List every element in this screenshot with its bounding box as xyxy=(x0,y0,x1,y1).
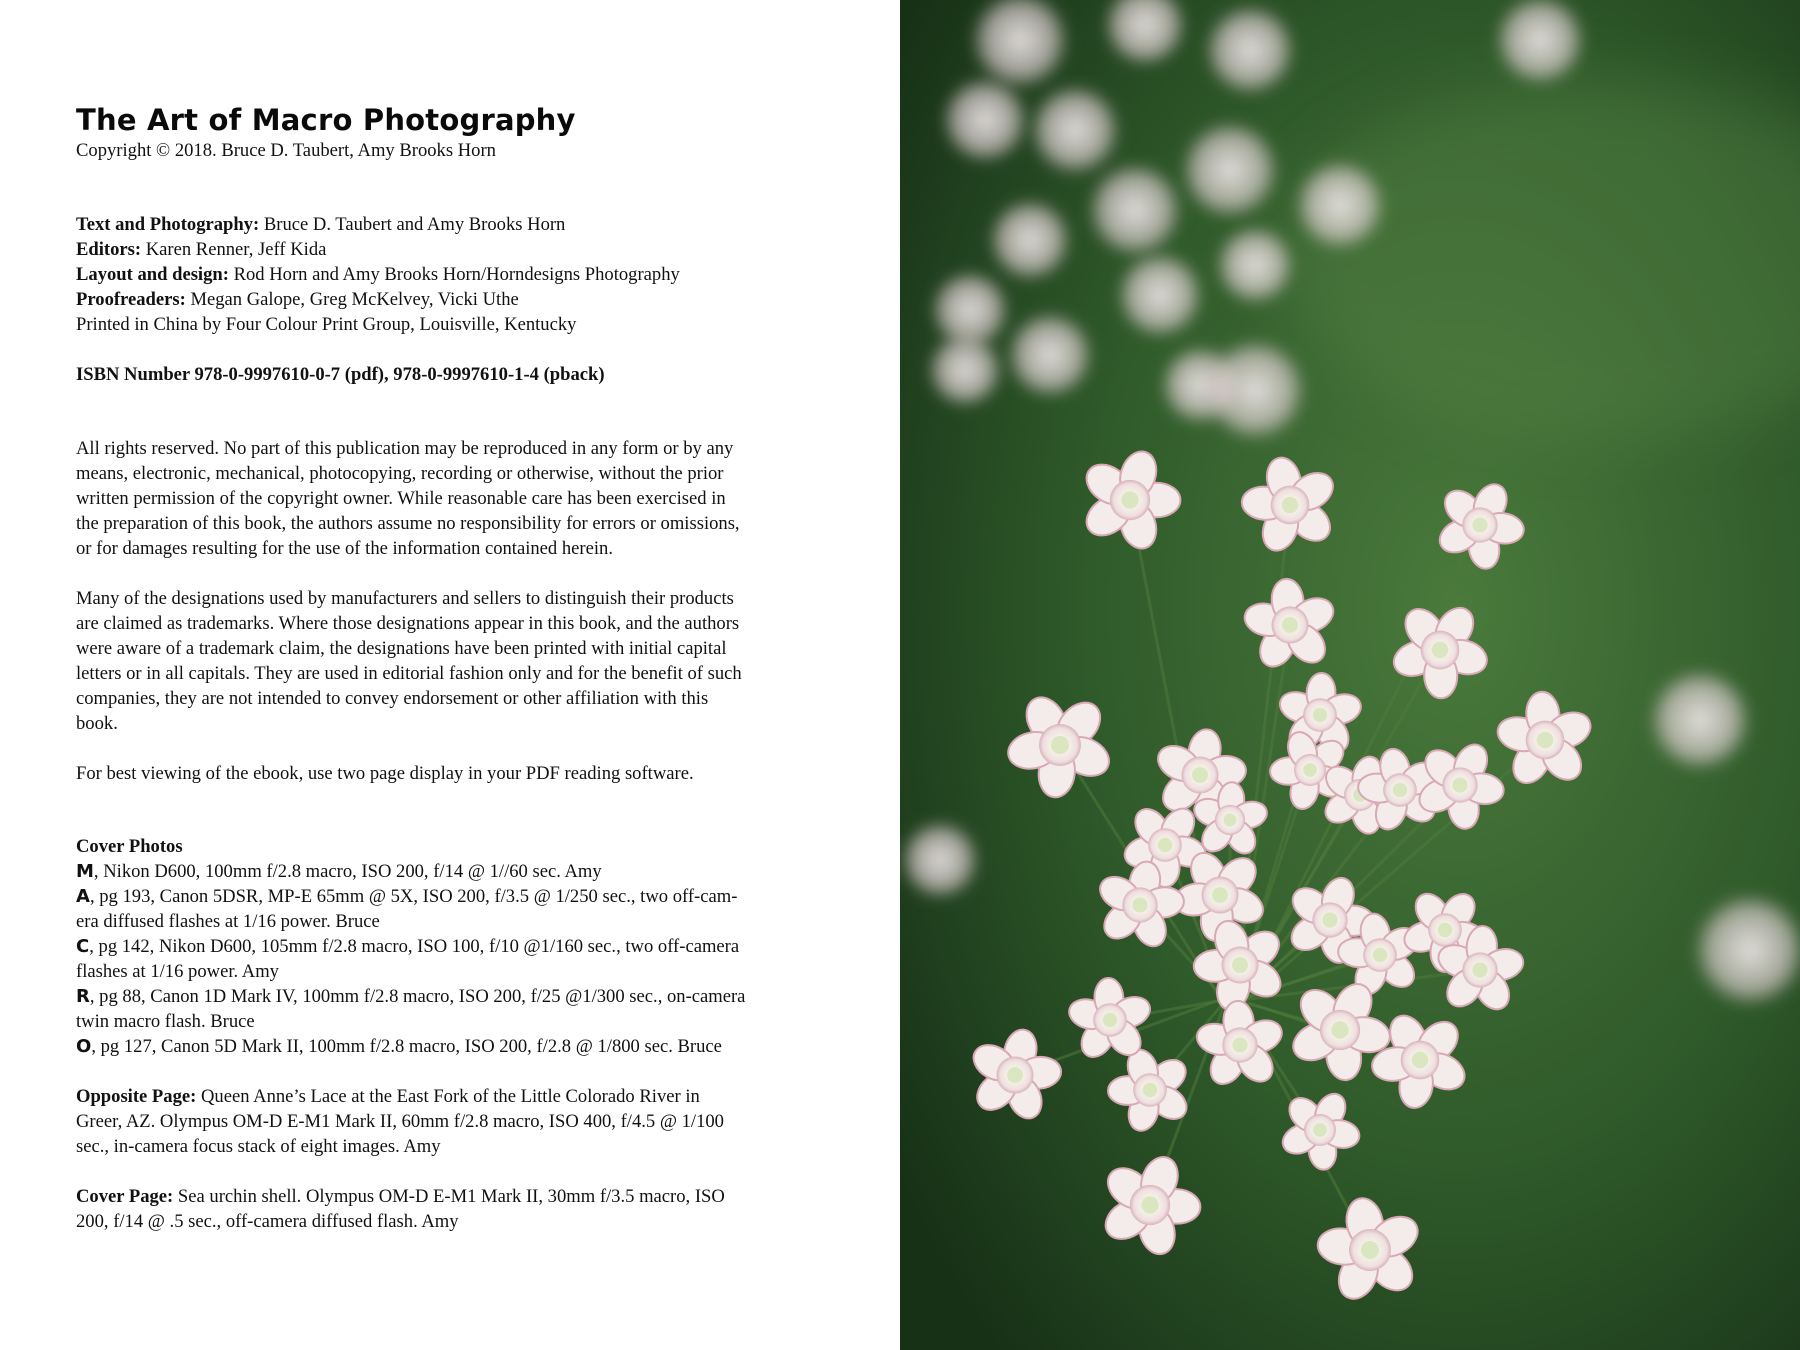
cover-entry-continuation: twin macro flash. Bruce xyxy=(76,1011,255,1032)
cover-letter: R xyxy=(76,986,90,1007)
opposite-page-line: Greer, AZ. Olympus OM-D E-M1 Mark II, 60mm f/2.8 macro, ISO 400, f/4.5 @ 1/100 xyxy=(76,1111,724,1132)
blurred-floret xyxy=(941,76,1029,164)
floret-stamen xyxy=(1472,517,1487,532)
spacer xyxy=(76,1059,836,1084)
floret-stamen xyxy=(1212,887,1228,903)
floret-stamen xyxy=(1313,708,1327,722)
floret-stamen xyxy=(1303,763,1317,777)
floret-stamen xyxy=(1143,1083,1157,1097)
floret-stamen xyxy=(1224,814,1237,827)
cover-page-line: 200, f/14 @ .5 sec., off-camera diffused flash. Amy xyxy=(76,1211,459,1232)
opposite-page-line xyxy=(76,1084,836,1109)
blurred-floret xyxy=(1006,311,1094,399)
rights-line: or for damages resulting for the use of the information contained herein. xyxy=(76,538,613,559)
floret-stamen xyxy=(1313,1123,1327,1137)
floret-stamen xyxy=(1438,923,1452,937)
opposite-page-caption xyxy=(76,1084,836,1159)
blurred-floret xyxy=(1204,4,1296,96)
floret-stamen xyxy=(1192,767,1208,783)
trademarks-line: book. xyxy=(76,713,118,734)
cover-entry-text: , pg 142, Nikon D600, 105mm f/2.8 macro, ISO 100, f/10 @1/160 sec., two off-camera xyxy=(89,936,740,957)
floret-stamen xyxy=(1331,1021,1348,1038)
cover-photo-entry-o xyxy=(76,1034,836,1059)
caption-label: Cover Page: xyxy=(76,1186,174,1207)
rights-line: written permission of the copyright owner. While reasonable care has been exercised in xyxy=(76,488,726,509)
blurred-floret xyxy=(1029,84,1121,176)
floret-stamen xyxy=(1472,962,1487,977)
cover-photos-section xyxy=(76,834,836,1059)
printer-line: Printed in China by Four Colour Print Group, Louisville, Kentucky xyxy=(76,314,577,335)
spacer xyxy=(76,736,836,761)
isbn-line xyxy=(76,362,836,387)
credit-value: Bruce D. Taubert and Amy Brooks Horn xyxy=(259,214,566,235)
blurred-floret xyxy=(1203,338,1307,442)
viewing-note: For best viewing of the ebook, use two page display in your PDF reading software. xyxy=(76,763,694,784)
credit-editors xyxy=(76,237,836,262)
floret-stamen xyxy=(1537,732,1554,749)
credit-value: Megan Galope, Greg McKelvey, Vicki Uthe xyxy=(185,289,519,310)
credit-value: Rod Horn and Amy Brooks Horn/Horndesigns Photography xyxy=(228,264,680,285)
floret-stamen xyxy=(1232,1037,1247,1052)
flower-photo xyxy=(900,0,1800,1350)
floret-stamen xyxy=(1322,912,1337,927)
spacer xyxy=(76,1159,836,1184)
blurred-floret xyxy=(1180,120,1280,220)
blurred-floret xyxy=(927,332,1003,408)
floret-stamen xyxy=(1361,1241,1379,1259)
cover-letter: O xyxy=(76,1036,92,1057)
blurred-floret xyxy=(900,820,980,900)
cover-photo-entry-m xyxy=(76,859,836,884)
cover-letter: C xyxy=(76,936,90,957)
credit-value: Karen Renner, Jeff Kida xyxy=(141,239,327,260)
cover-letter: A xyxy=(76,886,90,907)
spacer xyxy=(76,387,836,436)
spacer xyxy=(76,561,836,586)
queen-annes-lace-photo xyxy=(900,0,1800,1350)
floret-stamen xyxy=(1412,1052,1429,1069)
floret-stamen xyxy=(1452,777,1467,792)
credit-layout-design xyxy=(76,262,836,287)
opposite-page-line: sec., in-camera focus stack of eight images. Amy xyxy=(76,1136,441,1157)
copyright-line: Copyright © 2018. Bruce D. Taubert, Amy Brooks Horn xyxy=(76,140,496,161)
cover-page-caption xyxy=(76,1184,836,1234)
caption-text: Queen Anne’s Lace at the East Fork of the Little Colorado River in xyxy=(196,1086,700,1107)
cover-photo-entry-r xyxy=(76,984,836,1009)
cover-letter: M xyxy=(76,861,94,882)
rights-paragraph xyxy=(76,436,836,561)
book-title: The Art of Macro Photography xyxy=(76,103,576,137)
cover-entry-text: , pg 193, Canon 5DSR, MP-E 65mm @ 5X, ISO 200, f/3.5 @ 1/250 sec., two off-cam- xyxy=(89,886,738,907)
cover-entry-text: , Nikon D600, 100mm f/2.8 macro, ISO 200, f/14 @ 1//60 sec. Amy xyxy=(93,861,602,882)
copyright-page-content xyxy=(76,102,836,1234)
credit-label: Editors: xyxy=(76,239,142,260)
floret-stamen xyxy=(1132,897,1147,912)
floret-stamen xyxy=(1282,617,1298,633)
credit-proofreaders xyxy=(76,287,836,312)
credit-label: Text and Photography: xyxy=(76,214,260,235)
blurred-floret xyxy=(1294,159,1386,251)
cover-photo-entry-c xyxy=(76,934,836,959)
rights-line: means, electronic, mechanical, photocopying, recording or otherwise, without the prior xyxy=(76,463,724,484)
cover-photos-heading-text: Cover Photos xyxy=(76,836,183,857)
trademarks-line: were aware of a trademark claim, the designations have been printed with initial capital xyxy=(76,638,727,659)
trademarks-line: are claimed as trademarks. Where those designations appear in this book, and the authors xyxy=(76,613,740,634)
cover-photo-entry-a xyxy=(76,884,836,909)
floret-stamen xyxy=(1432,642,1449,659)
floret-stamen xyxy=(1121,491,1138,508)
blurred-floret xyxy=(1087,162,1183,258)
trademarks-line: companies, they are not intended to convey endorsement or other affiliation with this xyxy=(76,688,709,709)
floret-stamen xyxy=(1282,497,1299,514)
blurred-floret xyxy=(988,198,1072,282)
blurred-floret xyxy=(1116,251,1204,339)
isbn-text: ISBN Number 978-0-9997610-0-7 (pdf), 978-0-9997610-1-4 (pback) xyxy=(76,364,605,385)
cover-photos-heading xyxy=(76,834,836,859)
caption-label: Opposite Page: xyxy=(76,1086,197,1107)
credit-label: Proofreaders: xyxy=(76,289,186,310)
spacer xyxy=(76,337,836,362)
cover-entry-continuation: era diffused flashes at 1/16 power. Bruce xyxy=(76,911,380,932)
cover-page-line xyxy=(76,1184,836,1209)
floret-stamen xyxy=(1141,1196,1158,1213)
spacer xyxy=(76,786,836,834)
blurred-floret xyxy=(1215,225,1295,305)
floret-stamen xyxy=(1373,948,1387,962)
floret-stamen xyxy=(1103,1013,1117,1027)
trademarks-paragraph xyxy=(76,586,836,736)
rights-line: the preparation of this book, the authors assume no responsibility for errors or omissions, xyxy=(76,513,740,534)
rights-line: All rights reserved. No part of this publication may be reproduced in any form or by any xyxy=(76,438,734,459)
floret-stamen xyxy=(1007,1067,1023,1083)
blurred-floret xyxy=(1648,668,1752,772)
trademarks-line: Many of the designations used by manufacturers and sellers to distinguish their products xyxy=(76,588,734,609)
floret-stamen xyxy=(1393,783,1407,797)
credits-block xyxy=(76,212,836,337)
cover-entry-text: , pg 88, Canon 1D Mark IV, 100mm f/2.8 macro, ISO 200, f/25 @1/300 sec., on-camera xyxy=(89,986,746,1007)
credit-text-photography xyxy=(76,212,836,237)
floret-stamen xyxy=(1158,838,1172,852)
trademarks-line: letters or in all capitals. They are used in editorial fashion only and for the benefit of such xyxy=(76,663,742,684)
spacer xyxy=(76,163,836,212)
caption-text: Sea urchin shell. Olympus OM-D E-M1 Mark II, 30mm f/3.5 macro, ISO xyxy=(173,1186,725,1207)
cover-entry-text: , pg 127, Canon 5D Mark II, 100mm f/2.8 macro, ISO 200, f/2.8 @ 1/800 sec. Bruce xyxy=(91,1036,722,1057)
credit-label: Layout and design: xyxy=(76,264,229,285)
cover-entry-continuation: flashes at 1/16 power. Amy xyxy=(76,961,279,982)
floret-stamen xyxy=(1051,736,1069,754)
floret-stamen xyxy=(1232,957,1248,973)
